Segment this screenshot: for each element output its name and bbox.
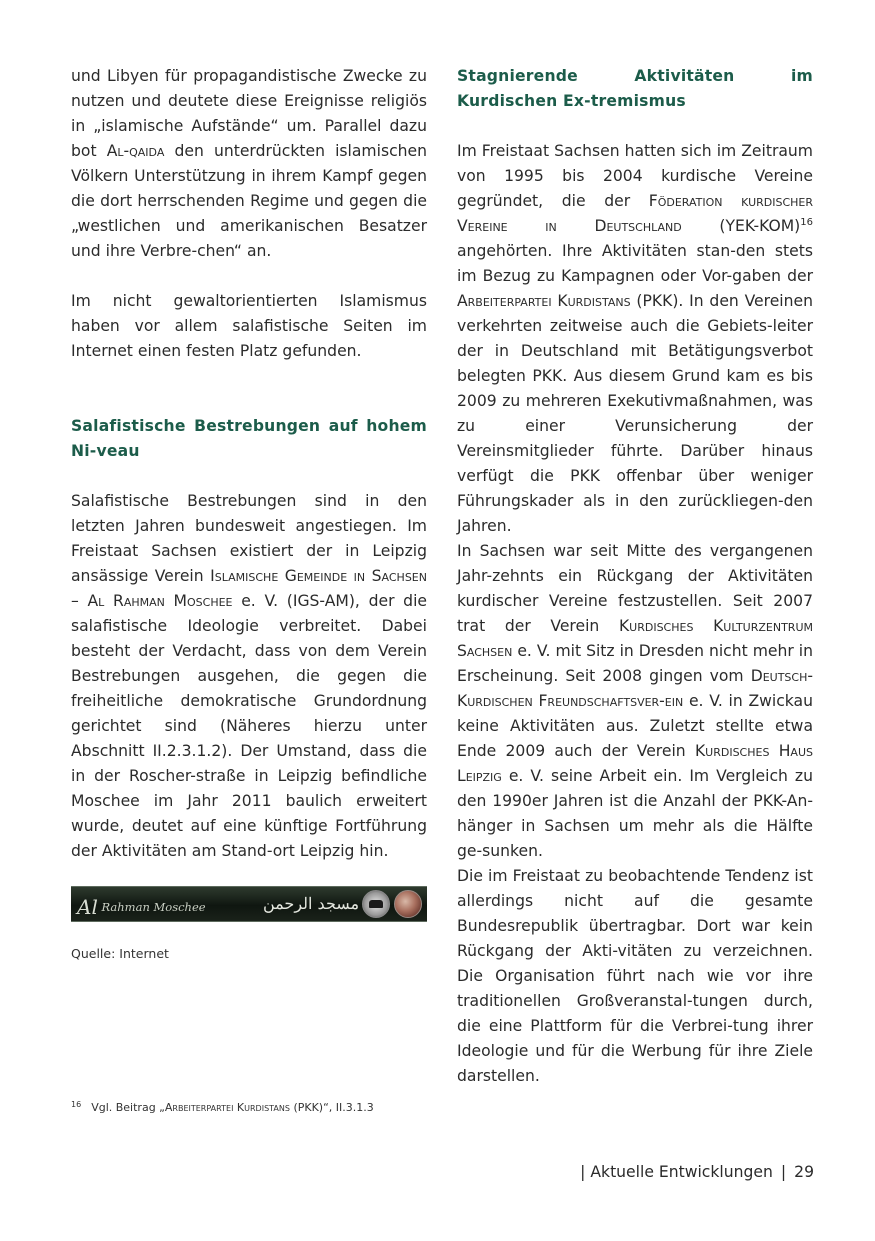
org-name-yek-kom: Föderation kurdischer Vereine in Deutschland <box>457 192 813 235</box>
image-caption: Quelle: Internet <box>71 946 169 961</box>
footnote: $^{16}$ Vgl. Beitrag „Arbeiterpartei Kurdistans (PKK)“, II.3.1.3 <box>71 1100 374 1114</box>
org-name-al-qaida: Al-qaida <box>106 142 165 160</box>
footnote-ref-16: 16 <box>800 217 813 228</box>
page-number: 29 <box>794 1163 814 1181</box>
right-paragraph-2: In Sachsen war seit Mitte des vergangenen Jahr-zehnts ein Rückgang der Aktivitäten kurdischer Vereine festzustellen. Seit 2007 trat der Verein Kurdisches Kulturzentrum Sachsen e. V. mit Sitz in Dresden nicht mehr in Erscheinung. Seit 2008 gingen vom Deutsch-Kurdischen Freundschaftsver-ein e. V. in Zwickau keine Aktivitäten aus. Zuletzt stellte etwa Ende 2009 auch der Verein Kurdisches Haus Leipzig e. V. seine Arbeit ein. Im Vergleich zu den 1990er Jahren ist die Anzahl der PKK-An-hänger in Sachsen um mehr als die Hälfte ge-sunken. <box>457 542 813 860</box>
banner-emblem-icon <box>362 890 390 918</box>
section-heading-salafism: Salafistische Bestrebungen auf hohem Ni-veau <box>71 417 427 460</box>
banner-latin-title: Al Rahman Moschee <box>77 895 206 919</box>
footer-separator: | <box>780 1163 787 1181</box>
org-name-igs-am: Islamische Gemeinde in Sachsen – Al Rahman Moschee <box>71 567 427 610</box>
left-paragraph-2: Im nicht gewaltorientierten Islamismus haben vor allem salafistische Seiten im Internet einen festen Platz gefunden. <box>71 292 427 360</box>
org-name-kurdisches-haus: Kurdisches Haus Leipzig <box>457 742 813 785</box>
org-name-freundschaftsverein: Deutsch-Kurdischen Freundschaftsver-ein <box>457 667 813 710</box>
footnote-number: 16 <box>71 1100 82 1109</box>
left-paragraph-1: und Libyen für propagandistische Zwecke zu nutzen und deutete diese Ereignisse religiös in „islamische Aufstände“ um. Parallel dazu bot Al-qaida den unterdrückten islamischen Völkern Unterstützung in ihrem Kampf gegen die dort herrschenden Regime und gegen die „westlichen und amerikanischen Besatzer und ihre Verbre-chen“ an. <box>71 67 428 260</box>
footnote-org-name: Arbeiterpartei Kurdistans <box>164 1101 290 1114</box>
org-name-pkk: Arbeiterpartei Kurdistans <box>457 292 631 310</box>
right-paragraph-3: Die im Freistaat zu beobachtende Tendenz ist allerdings nicht auf die gesamte Bundesrepublik übertragbar. Dort war kein Rückgang der Akti-vitäten zu verzeichnen. Die Organisation führt nach wie vor ihre traditionellen Großveranstal-tungen durch, die eine Plattform für die Verbrei-tung ihrer Ideologie und für die Werbung für ihre Ziele darstellen. <box>457 867 813 1085</box>
page-footer <box>580 1161 814 1183</box>
left-column <box>71 64 427 864</box>
right-paragraph-1: Im Freistaat Sachsen hatten sich im Zeitraum von 1995 bis 2004 kurdische Vereine gegründet, die der Föderation kurdischer Vereine in Deutschland $(YEK-KOM)^{16}$ angehörten. Ihre Aktivitäten stan-den stets im Bezug zu Kampagnen oder Vor-gaben der Arbeiterpartei Kurdistans (PKK). In den Vereinen verkehrten zeitweise auch die Gebiets-leiter der in Deutschland mit Betätigungsverbot belegten PKK. Aus diesem Grund kam es bis 2009 zu mehreren Exekutivmaßnahmen, was zu einer Verunsicherung der Vereinsmitglieder führte. Darüber hinaus verfügt die PKK offenbar über weniger Führungskader als in den zurückliegen-den Jahren. <box>457 142 813 535</box>
banner-photo-icon <box>394 890 422 918</box>
right-column <box>457 64 813 1089</box>
banner-arabic-title: مسجد الرحمن <box>263 894 360 913</box>
section-heading-kurdish-extremism: Stagnierende Aktivitäten im Kurdischen Ex-tremismus <box>457 67 813 110</box>
footer-section-title: | Aktuelle Entwicklungen <box>580 1163 773 1181</box>
left-paragraph-3: Salafistische Bestrebungen sind in den letzten Jahren bundesweit angestiegen. Im Freistaat Sachsen existiert der in Leipzig ansässige Verein Islamische Gemeinde in Sachsen – Al Rahman Moschee e. V. (IGS-AM), der die salafistische Ideologie verbreitet. Dabei besteht der Verdacht, dass von dem Verein Bestrebungen ausgehen, die gegen die freiheitliche demokratische Grundordnung gerichtet sind (Näheres hierzu unter Abschnitt II.2.3.1.2). Der Umstand, dass die in der Roscher-straße in Leipzig befindliche Moschee im Jahr 2011 baulich erweitert wurde, deutet auf eine künftige Fortführung der Aktivitäten am Stand-ort Leipzig hin. <box>71 492 427 860</box>
al-rahman-mosque-banner-image <box>71 886 427 922</box>
org-name-kulturzentrum: Kurdisches Kulturzentrum Sachsen <box>457 617 813 660</box>
